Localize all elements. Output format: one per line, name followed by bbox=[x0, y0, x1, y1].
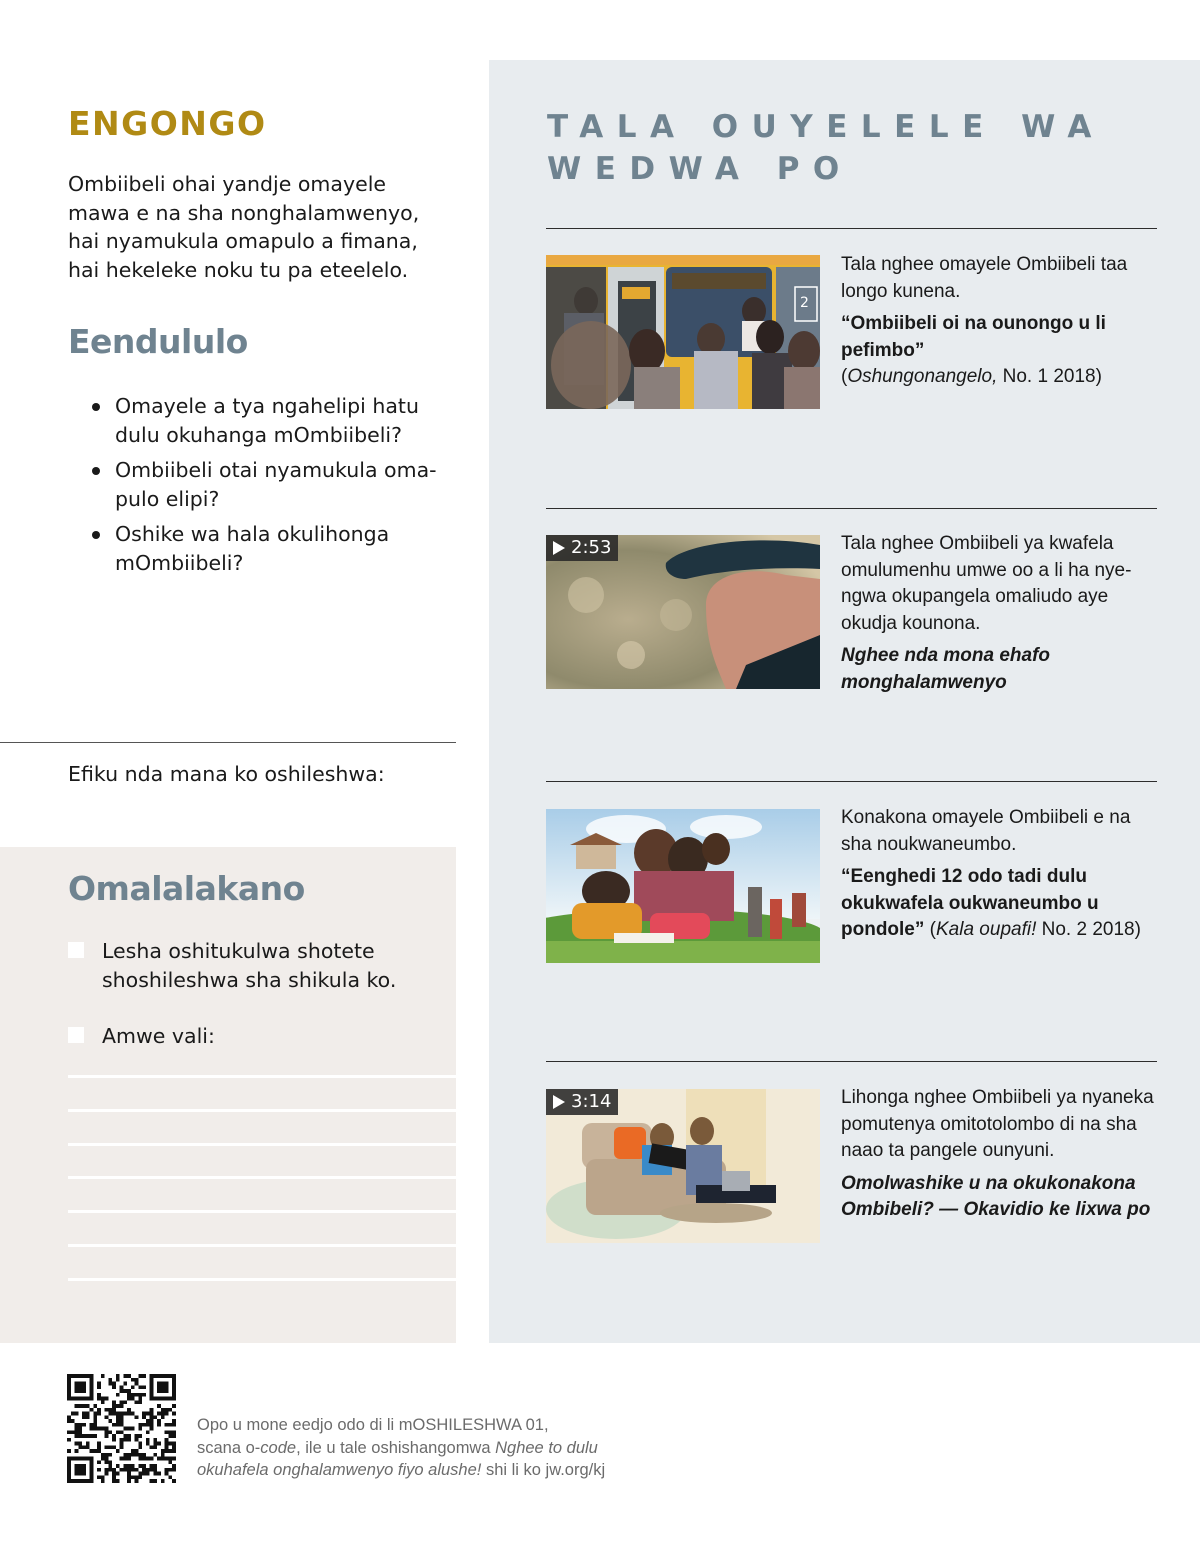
bullet-icon bbox=[92, 403, 100, 411]
divider bbox=[546, 228, 1157, 229]
footer-book-title: okuhafela onghalamwenyo fiyo alushe! bbox=[197, 1461, 482, 1479]
write-line[interactable] bbox=[68, 1244, 456, 1247]
video-duration-badge bbox=[546, 1089, 618, 1115]
video-duration-badge bbox=[546, 535, 618, 561]
write-line[interactable] bbox=[68, 1109, 456, 1112]
article-title-link[interactable]: “Ombiibeli oi na ounongo u li pefimbo” bbox=[841, 313, 1106, 361]
article-thumbnail[interactable] bbox=[546, 255, 820, 409]
further-reading-title: TALA OUYELELE WA WEDWA PO bbox=[547, 109, 1105, 187]
video-info bbox=[841, 1085, 1161, 1230]
footer-text: code bbox=[260, 1438, 297, 1457]
video-title-link[interactable]: Nghee nda mona ehafo monghalamwenyo bbox=[841, 645, 1051, 693]
svg-text:2: 2 bbox=[800, 295, 809, 311]
qr-code-graphic bbox=[67, 1374, 176, 1483]
video-description: Lihonga nghee Ombiibeli ya nyaneka pomutenya omitotolombo di na sha naao ta pangele ounyuni. bbox=[841, 1087, 1154, 1161]
goal-text: Lesha oshitukulwa shotete shoshileshwa sha shikula ko. bbox=[102, 939, 397, 992]
footer-text: , ile u tale oshishangomwa bbox=[296, 1438, 496, 1457]
question-text: Oshike wa hala okulihonga mOmbiibeli? bbox=[115, 522, 390, 575]
article-thumbnail[interactable] bbox=[546, 809, 820, 963]
publication-name: Kala oupafi! bbox=[936, 919, 1037, 940]
checkbox[interactable] bbox=[68, 942, 84, 958]
qr-code-icon[interactable] bbox=[67, 1374, 176, 1483]
goal-text: Amwe vali: bbox=[102, 1024, 215, 1048]
publication-issue: No. 2 2018) bbox=[1036, 919, 1141, 940]
question-item bbox=[92, 456, 452, 513]
checkbox[interactable] bbox=[68, 1027, 84, 1043]
article-description: Tala nghee omayele Ombiibeli taa longo kunena. bbox=[841, 254, 1128, 302]
write-line[interactable] bbox=[68, 1075, 456, 1078]
footer-note bbox=[197, 1414, 717, 1482]
divider bbox=[0, 742, 456, 743]
completion-date-label: Efiku nda mana ko oshileshwa: bbox=[68, 762, 385, 786]
video-info bbox=[841, 531, 1161, 702]
video-thumbnail[interactable] bbox=[546, 1089, 820, 1243]
goals-heading: Omalalakano bbox=[68, 869, 305, 908]
family-photo bbox=[546, 809, 820, 963]
footer-book-title: Nghee to dulu bbox=[495, 1438, 598, 1457]
divider bbox=[546, 508, 1157, 509]
video-duration: 3:14 bbox=[571, 1091, 612, 1112]
lesson-kicker: ENGONGO bbox=[68, 104, 267, 143]
article-description: Konakona omayele Ombiibeli e na sha noukwaneumbo. bbox=[841, 807, 1131, 855]
video-duration: 2:53 bbox=[571, 537, 612, 558]
write-line[interactable] bbox=[68, 1176, 456, 1179]
bullet-icon bbox=[92, 531, 100, 539]
article-info bbox=[841, 805, 1161, 944]
goal-item bbox=[68, 937, 448, 994]
question-text: Ombiibeli otai nyamukula omapulo elipi? bbox=[115, 458, 437, 511]
write-line[interactable] bbox=[68, 1210, 456, 1213]
write-line[interactable] bbox=[68, 1278, 456, 1281]
publication-issue: No. 1 2018) bbox=[997, 366, 1102, 387]
citation-paren: ( bbox=[841, 366, 848, 387]
question-item bbox=[92, 392, 452, 449]
footer-line: Opo u mone eedjo odo di li mOSHILESHWA 01, bbox=[197, 1416, 549, 1434]
play-icon bbox=[553, 541, 565, 555]
article-info bbox=[841, 252, 1161, 391]
publication-name: Oshungonangelo, bbox=[847, 366, 998, 387]
lesson-intro: Ombiibeli ohai yandje omayele mawa e na sha nonghalamwenyo, hai nyamukula omapulo a fimana, hai hekeleke noku tu pa eteelelo. bbox=[68, 172, 420, 282]
questions-heading: Eendululo bbox=[68, 322, 248, 361]
train-station-photo bbox=[546, 255, 820, 409]
article-title-link[interactable]: “Eenghedi 12 odo tadi dulu okukwafela oukwaneumbo u pondole” bbox=[841, 866, 1099, 940]
play-icon bbox=[553, 1095, 565, 1109]
divider bbox=[546, 1061, 1157, 1062]
goals-panel bbox=[0, 847, 456, 1343]
footer-text: scana o- bbox=[197, 1438, 261, 1457]
question-item bbox=[92, 520, 452, 577]
citation-paren: ( bbox=[924, 919, 936, 940]
questions-list bbox=[92, 392, 452, 584]
video-title-link[interactable]: Omolwashike u na okukonakona Ombibeli? — Okavidio ke lixwa po bbox=[841, 1172, 1151, 1220]
video-thumbnail[interactable] bbox=[546, 535, 820, 689]
goal-item bbox=[68, 1022, 448, 1051]
write-line[interactable] bbox=[68, 1143, 456, 1146]
website-link[interactable]: shi li ko jw.org/kj bbox=[481, 1461, 606, 1479]
video-description: Tala nghee Ombiibeli ya kwafela omulumenhu umwe oo a li ha nyengwa okupangela omaliudo aye okudja kounona. bbox=[841, 533, 1132, 634]
bullet-icon bbox=[92, 467, 100, 475]
divider bbox=[546, 781, 1157, 782]
question-text: Omayele a tya ngahelipi hatu dulu okuhanga mOmbiibeli? bbox=[115, 394, 419, 447]
